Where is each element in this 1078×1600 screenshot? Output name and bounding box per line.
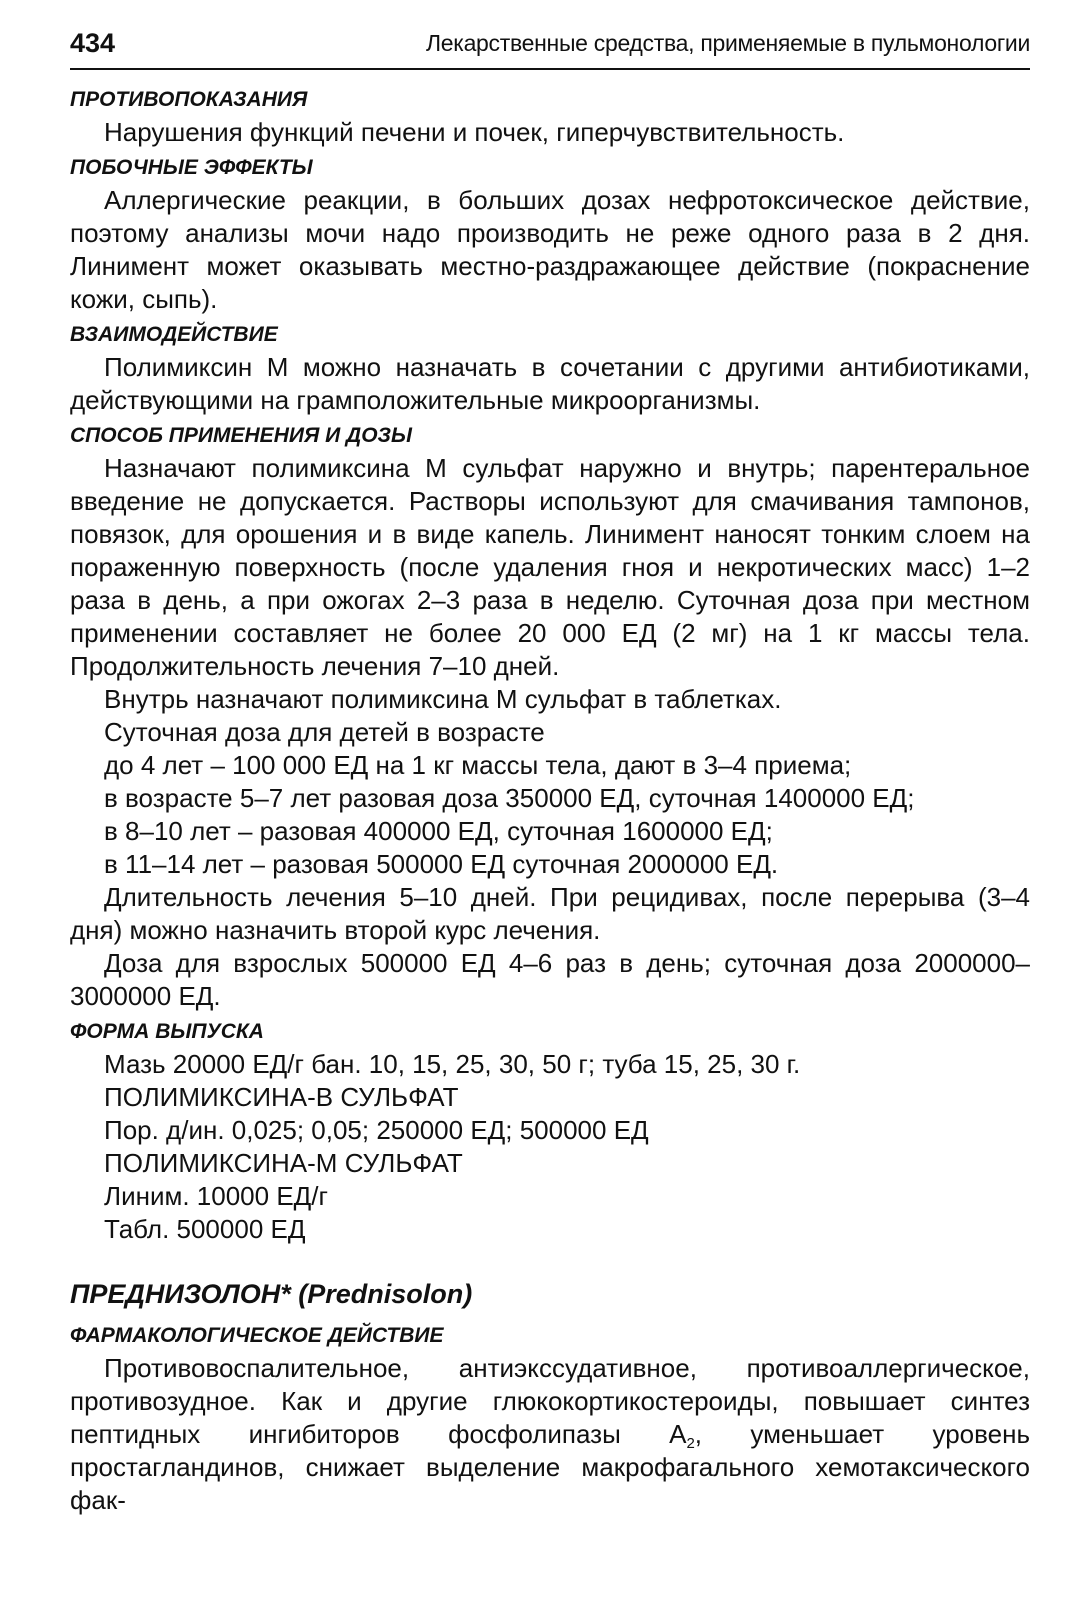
dosage-adult-text: Доза для взрослых 500000 ЕД 4–6 раз в день; суточная доза 2000000–3000000 ЕД. (70, 948, 1030, 1011)
page-number: 434 (70, 28, 116, 58)
release-form-line: Табл. 500000 ЕД (104, 1214, 306, 1244)
page-body (70, 84, 1030, 1517)
release-form-line: Пор. д/ин. 0,025; 0,05; 250000 ЕД; 500000 ЕД (104, 1115, 649, 1145)
release-form-line: Линим. 10000 ЕД/г (104, 1181, 328, 1211)
dosage-line: в 8–10 лет – разовая 400000 ЕД, суточная 1600000 ЕД; (104, 816, 773, 846)
dosage-duration-text: Длительность лечения 5–10 дней. При рецидивах, после перерыва (3–4 дня) можно назначить второй курс лечения. (70, 882, 1030, 945)
pharmacological-action-heading: ФАРМАКОЛОГИЧЕСКОЕ ДЕЙСТВИЕ (70, 1324, 444, 1347)
dosage-paragraph: Назначают полимиксина М сульфат наружно и внутрь; парентеральное введение не допускается. Растворы используют для смачивания тампонов, повязок, для орошения и в виде капель. Линимент наносят тонким слоем на пораженную поверхность (после удаления гноя и некротических масс) 1–2 раза в день, а при ожогах 2–3 раза в неделю. Суточная доза при местном применении составляет не более 20 000 ЕД (2 мг) на 1 кг массы тела. Продолжительность лечения 7–10 дней. (70, 453, 1030, 681)
side-effects-text: Аллергические реакции, в больших дозах нефротоксическое действие, поэтому анализы мочи надо производить не реже одного раза в 2 дня. Линимент может оказывать местно-раздражающее действие (покраснение кожи, сыпь). (70, 185, 1030, 314)
running-header (70, 22, 1030, 70)
dosage-heading: СПОСОБ ПРИМЕНЕНИЯ И ДОЗЫ (70, 424, 413, 447)
dosage-line: в возрасте 5–7 лет разовая доза 350000 ЕД, суточная 1400000 ЕД; (104, 783, 915, 813)
pharm-subscript: 2 (686, 1435, 695, 1452)
pharm-text-part: , уменьшает уровень простагландинов, снижает выделение макрофагального хемотаксического фак- (70, 1419, 1030, 1515)
release-form-line: ПОЛИМИКСИНА-М СУЛЬФАТ (104, 1148, 463, 1178)
dosage-line: в 11–14 лет – разовая 500000 ЕД суточная 2000000 ЕД. (104, 849, 779, 879)
dosage-line: Суточная доза для детей в возрасте (104, 717, 545, 747)
release-form-line: ПОЛИМИКСИНА-В СУЛЬФАТ (104, 1082, 459, 1112)
release-form-line: Мазь 20000 ЕД/г бан. 10, 15, 25, 30, 50 г; туба 15, 25, 30 г. (104, 1049, 801, 1079)
interaction-heading: ВЗАИМОДЕЙСТВИЕ (70, 323, 278, 346)
drug-title: ПРЕДНИЗОЛОН* (Prednisolon) (70, 1279, 473, 1309)
running-title: Лекарственные средства, применяемые в пульмонологии (426, 30, 1030, 56)
dosage-line: до 4 лет – 100 000 ЕД на 1 кг массы тела, дают в 3–4 приема; (104, 750, 852, 780)
release-form-heading: ФОРМА ВЫПУСКА (70, 1020, 264, 1043)
contraindications-text: Нарушения функций печени и почек, гиперчувствительность. (104, 117, 845, 147)
pharmacological-action-text (70, 1352, 1030, 1517)
dosage-line: Внутрь назначают полимиксина М сульфат в таблетках. (104, 684, 782, 714)
side-effects-heading: ПОБОЧНЫЕ ЭФФЕКТЫ (70, 156, 313, 179)
interaction-text: Полимиксин М можно назначать в сочетании с другими антибиотиками, действующими на грамположительные микроорганизмы. (70, 352, 1030, 415)
contraindications-heading: ПРОТИВОПОКАЗАНИЯ (70, 88, 308, 111)
pharm-text-part: Противовоспалительное, антиэкссудативное, противоаллергическое, противозудное. Как и другие глюкокортикостероиды, повышает синтез пептидных ингибиторов фосфолипазы А (70, 1353, 1030, 1449)
